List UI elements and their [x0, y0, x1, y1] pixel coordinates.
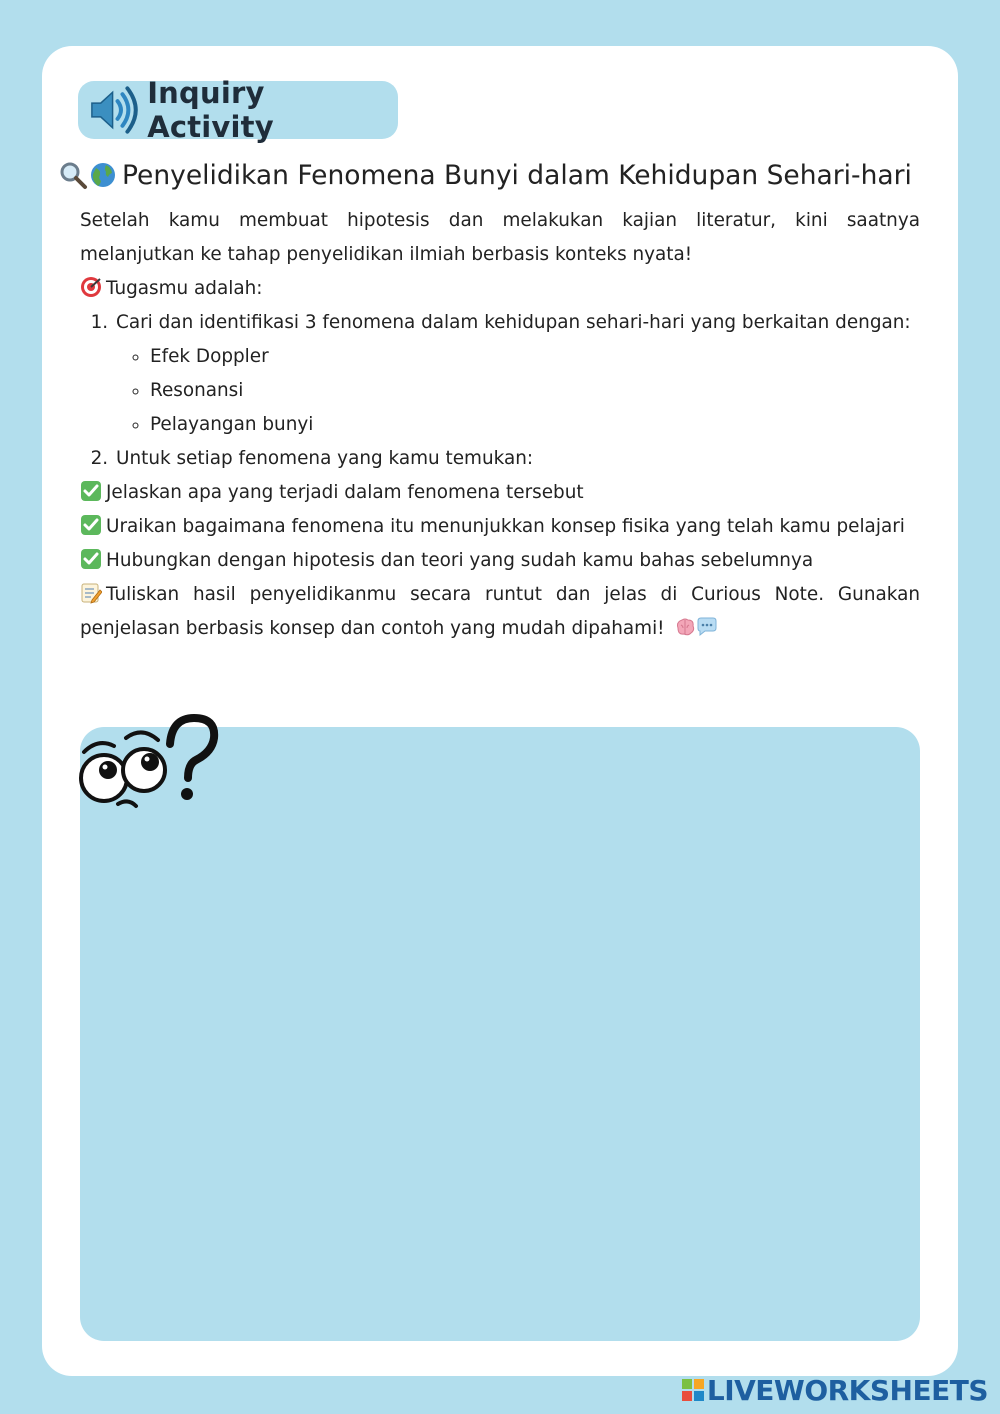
header-pill	[78, 76, 398, 144]
curious-face-icon	[78, 712, 220, 814]
target-icon	[80, 276, 102, 298]
speech-bubble-icon	[696, 616, 718, 638]
list-item: ◦ Resonansi	[150, 374, 920, 408]
answer-area[interactable]	[80, 727, 920, 1341]
brain-icon	[674, 616, 696, 638]
task-list	[80, 306, 920, 476]
subtitle-text: Penyelidikan Fenomena Bunyi dalam Kehidupan Sehari-hari	[122, 159, 912, 191]
task-2-text: Untuk setiap fenomena yang kamu temukan:	[116, 448, 534, 469]
list-item: ◦ Pelayangan bunyi	[150, 408, 920, 442]
list-item: ◦ Efek Doppler	[150, 340, 920, 374]
task-heading-line	[80, 272, 920, 306]
liveworksheets-logo-icon	[681, 1378, 705, 1402]
check-mark-icon	[80, 514, 102, 536]
check-line-1	[80, 476, 920, 510]
check-text-1: Jelaskan apa yang terjadi dalam fenomena tersebut	[106, 482, 584, 503]
list-item	[114, 306, 920, 442]
brand-footer	[681, 1374, 988, 1406]
activity-title: Inquiry Activity	[147, 76, 274, 144]
memo-icon	[80, 582, 102, 604]
instructions	[80, 204, 920, 646]
check-mark-icon	[80, 480, 102, 502]
check-line-2	[80, 510, 920, 544]
brand-text: LIVEWORKSHEETS	[706, 1373, 988, 1407]
task-1-text: Cari dan identifikasi 3 fenomena dalam kehidupan sehari-hari yang berkaitan dengan:	[116, 312, 911, 333]
list-item	[114, 442, 920, 476]
magnifier-icon	[58, 160, 88, 190]
check-mark-icon	[80, 548, 102, 570]
phenomena-list	[116, 340, 920, 442]
section-subtitle	[58, 157, 958, 193]
task-heading: Tugasmu adalah:	[106, 278, 263, 299]
intro-paragraph: Setelah kamu membuat hipotesis dan melakukan kajian literatur, kini saatnya melanjutkan ke tahap penyelidikan ilmiah berbasis konteks nyata!	[80, 210, 920, 265]
note-line	[80, 578, 920, 646]
check-text-2: Uraikan bagaimana fenomena itu menunjukkan konsep fisika yang telah kamu pelajari	[106, 516, 905, 537]
check-line-3	[80, 544, 920, 578]
check-text-3: Hubungkan dengan hipotesis dan teori yang sudah kamu bahas sebelumnya	[106, 550, 814, 571]
speaker-icon	[84, 81, 141, 139]
note-text: Tuliskan hasil penyelidikanmu secara runtut dan jelas di Curious Note. Gunakan penjelasan berbasis konsep dan contoh yang mudah dipahami!	[80, 584, 920, 639]
globe-icon	[88, 160, 118, 190]
